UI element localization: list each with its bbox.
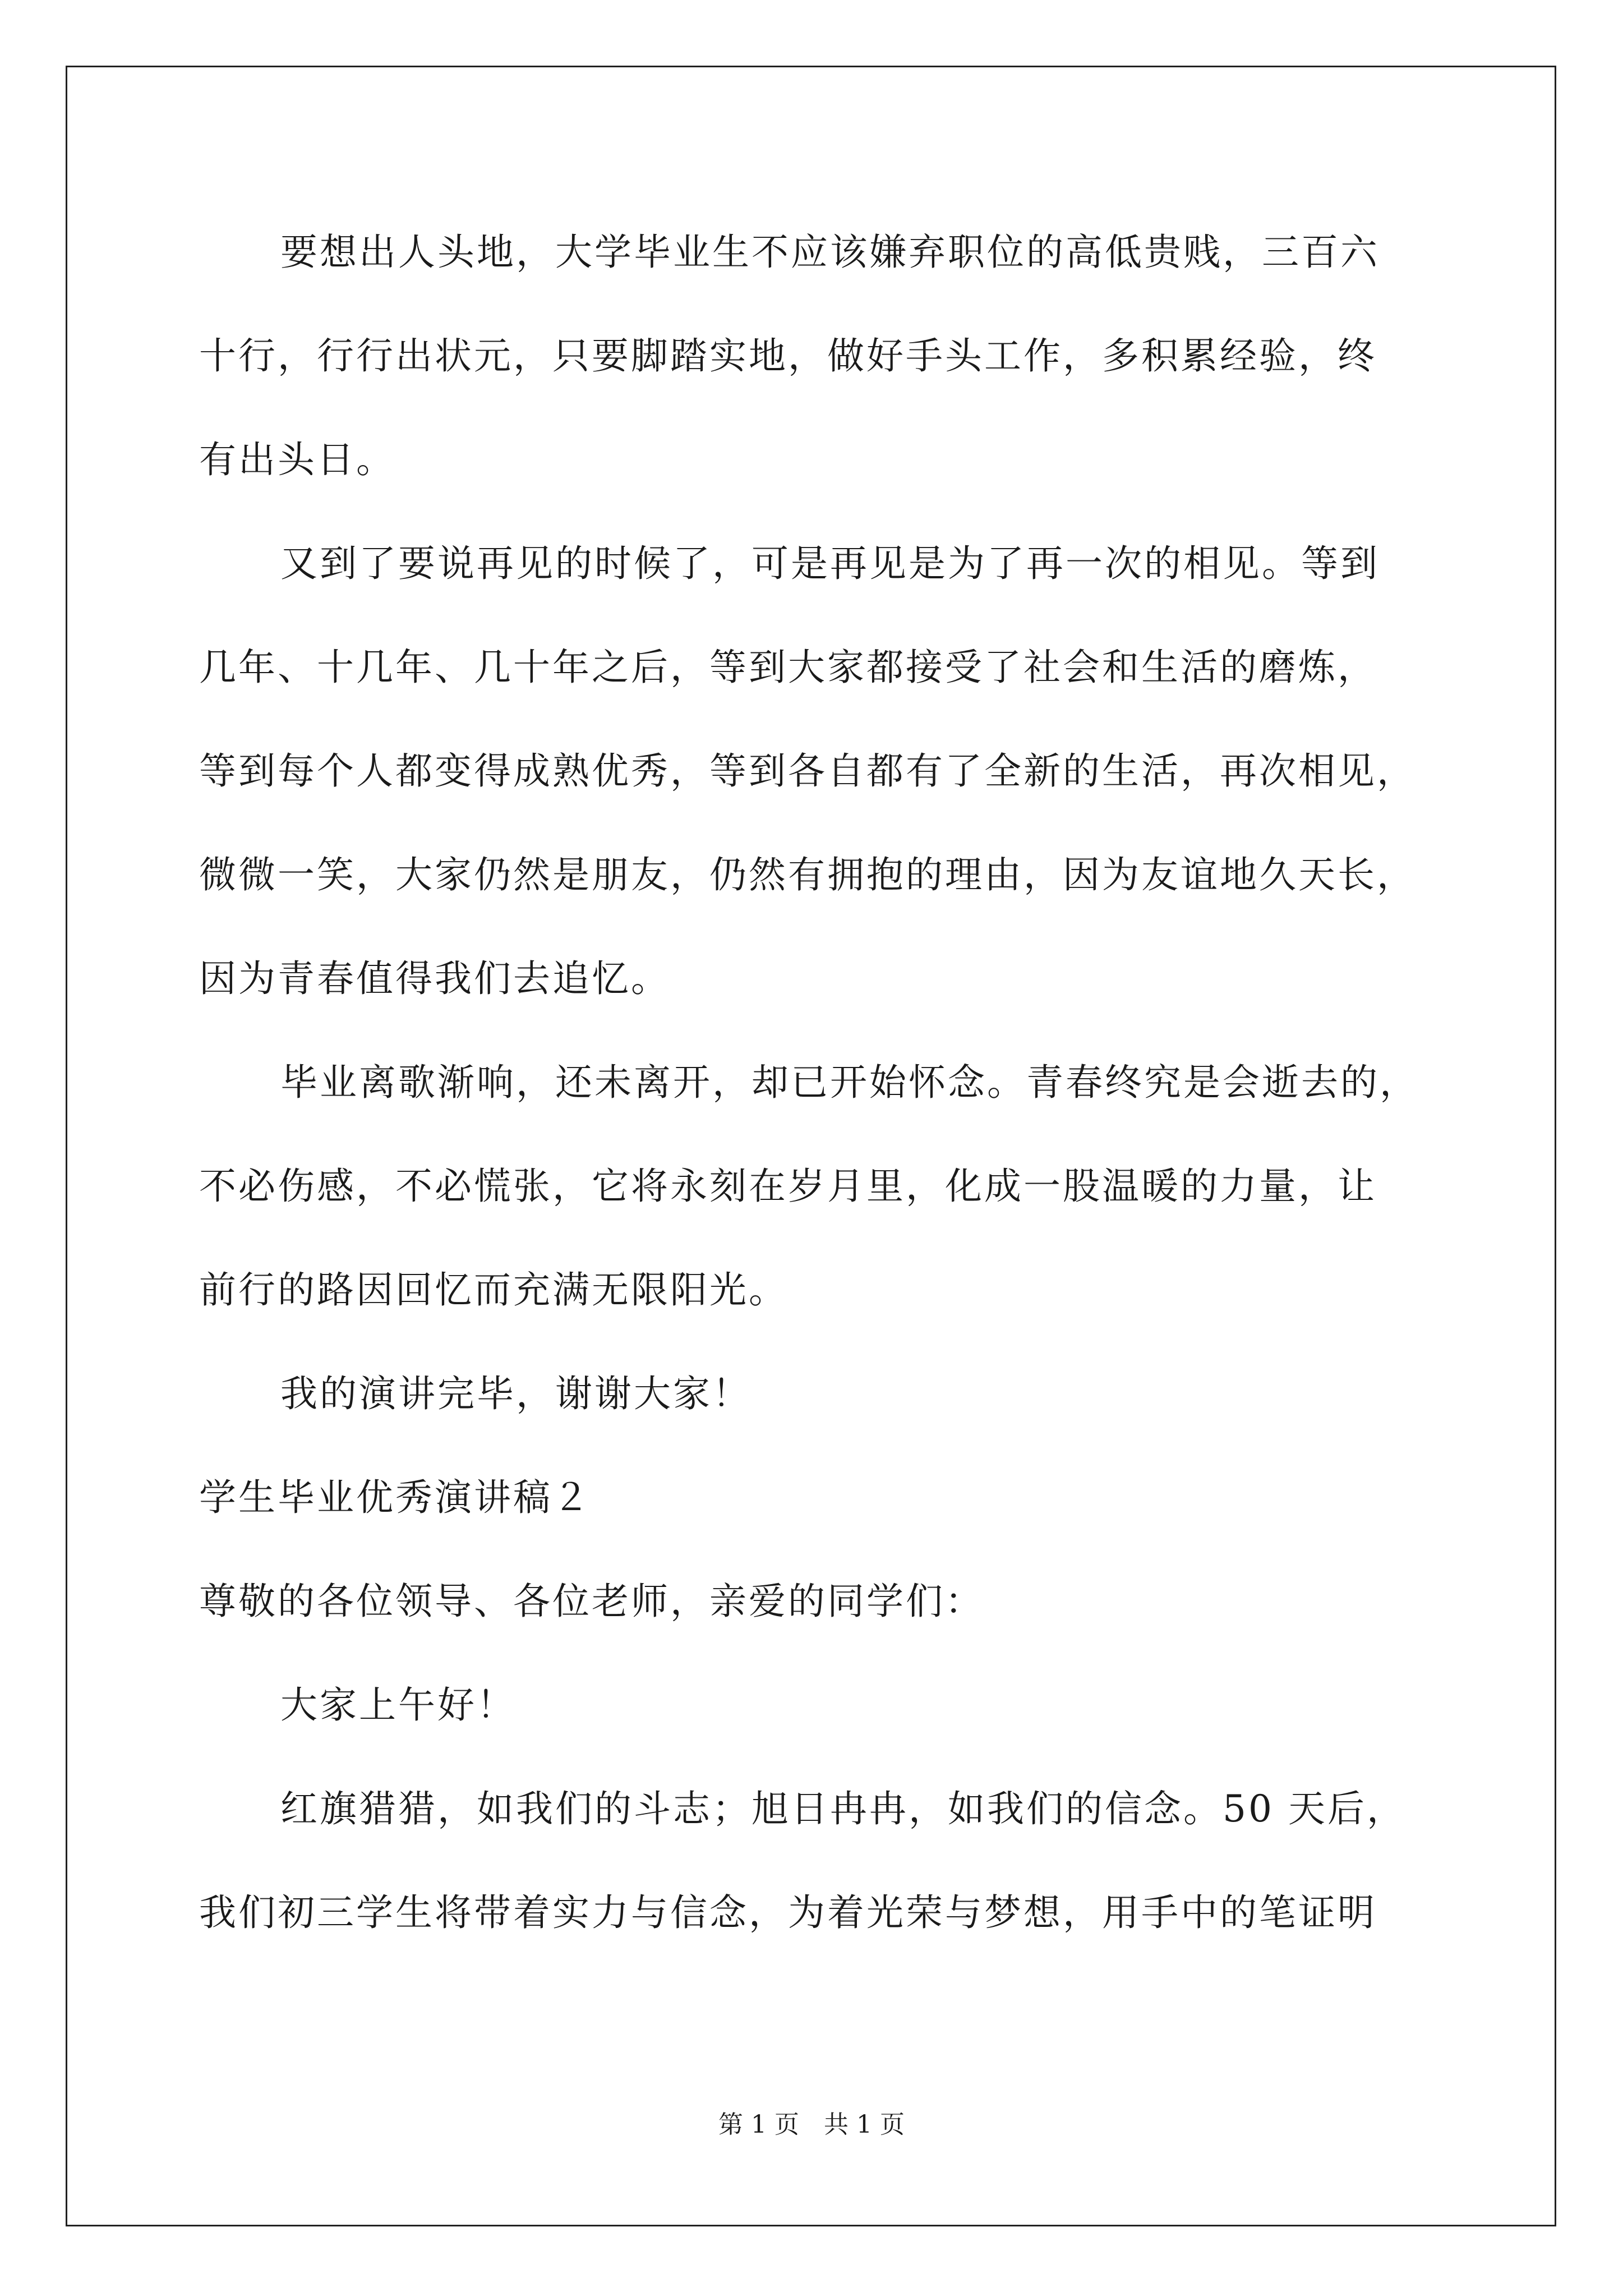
paragraph-line: 十行，行行出状元，只要脚踏实地，做好手头工作，多积累经验，终	[199, 334, 1377, 378]
page-footer: 第 1 页 共 1 页	[718, 2110, 905, 2139]
paragraph-line: 等到每个人都变得成熟优秀，等到各自都有了全新的生活，再次相见，	[199, 749, 1416, 793]
greeting: 大家上午好！	[280, 1683, 516, 1727]
section-title: 学生毕业优秀演讲稿２	[199, 1476, 592, 1519]
paragraph-line: 又到了要说再见的时候了，可是再见是为了再一次的相见。等到	[280, 542, 1380, 585]
paragraph-line: 不必伤感，不必慌张，它将永刻在岁月里，化成一股温暖的力量，让	[199, 1165, 1377, 1208]
paragraph-line: 微微一笑，大家仍然是朋友，仍然有拥抱的理由，因为友谊地久天长，	[199, 853, 1416, 896]
paragraph-line: 红旗猎猎，如我们的斗志；旭日冉冉，如我们的信念。50 天后，	[280, 1787, 1406, 1830]
paragraph-line: 因为青春值得我们去追忆。	[199, 957, 670, 1000]
paragraph-line: 我的演讲完毕，谢谢大家！	[280, 1372, 751, 1415]
paragraph-line: 有出头日。	[199, 438, 395, 481]
paragraph-line: 几年、十几年、几十年之后，等到大家都接受了社会和生活的磨炼，	[199, 646, 1377, 689]
paragraph-line: 我们初三学生将带着实力与信念，为着光荣与梦想，用手中的笔证明	[199, 1891, 1377, 1934]
salutation: 尊敬的各位领导、各位老师，亲爱的同学们：	[199, 1580, 984, 1623]
paragraph-line: 要想出人头地，大学毕业生不应该嫌弃职位的高低贵贱，三百六	[280, 231, 1380, 274]
paragraph-line: 前行的路因回忆而充满无限阳光。	[199, 1268, 788, 1312]
paragraph-line: 毕业离歌渐响，还未离开，却已开始怀念。青春终究是会逝去的，	[280, 1061, 1419, 1104]
